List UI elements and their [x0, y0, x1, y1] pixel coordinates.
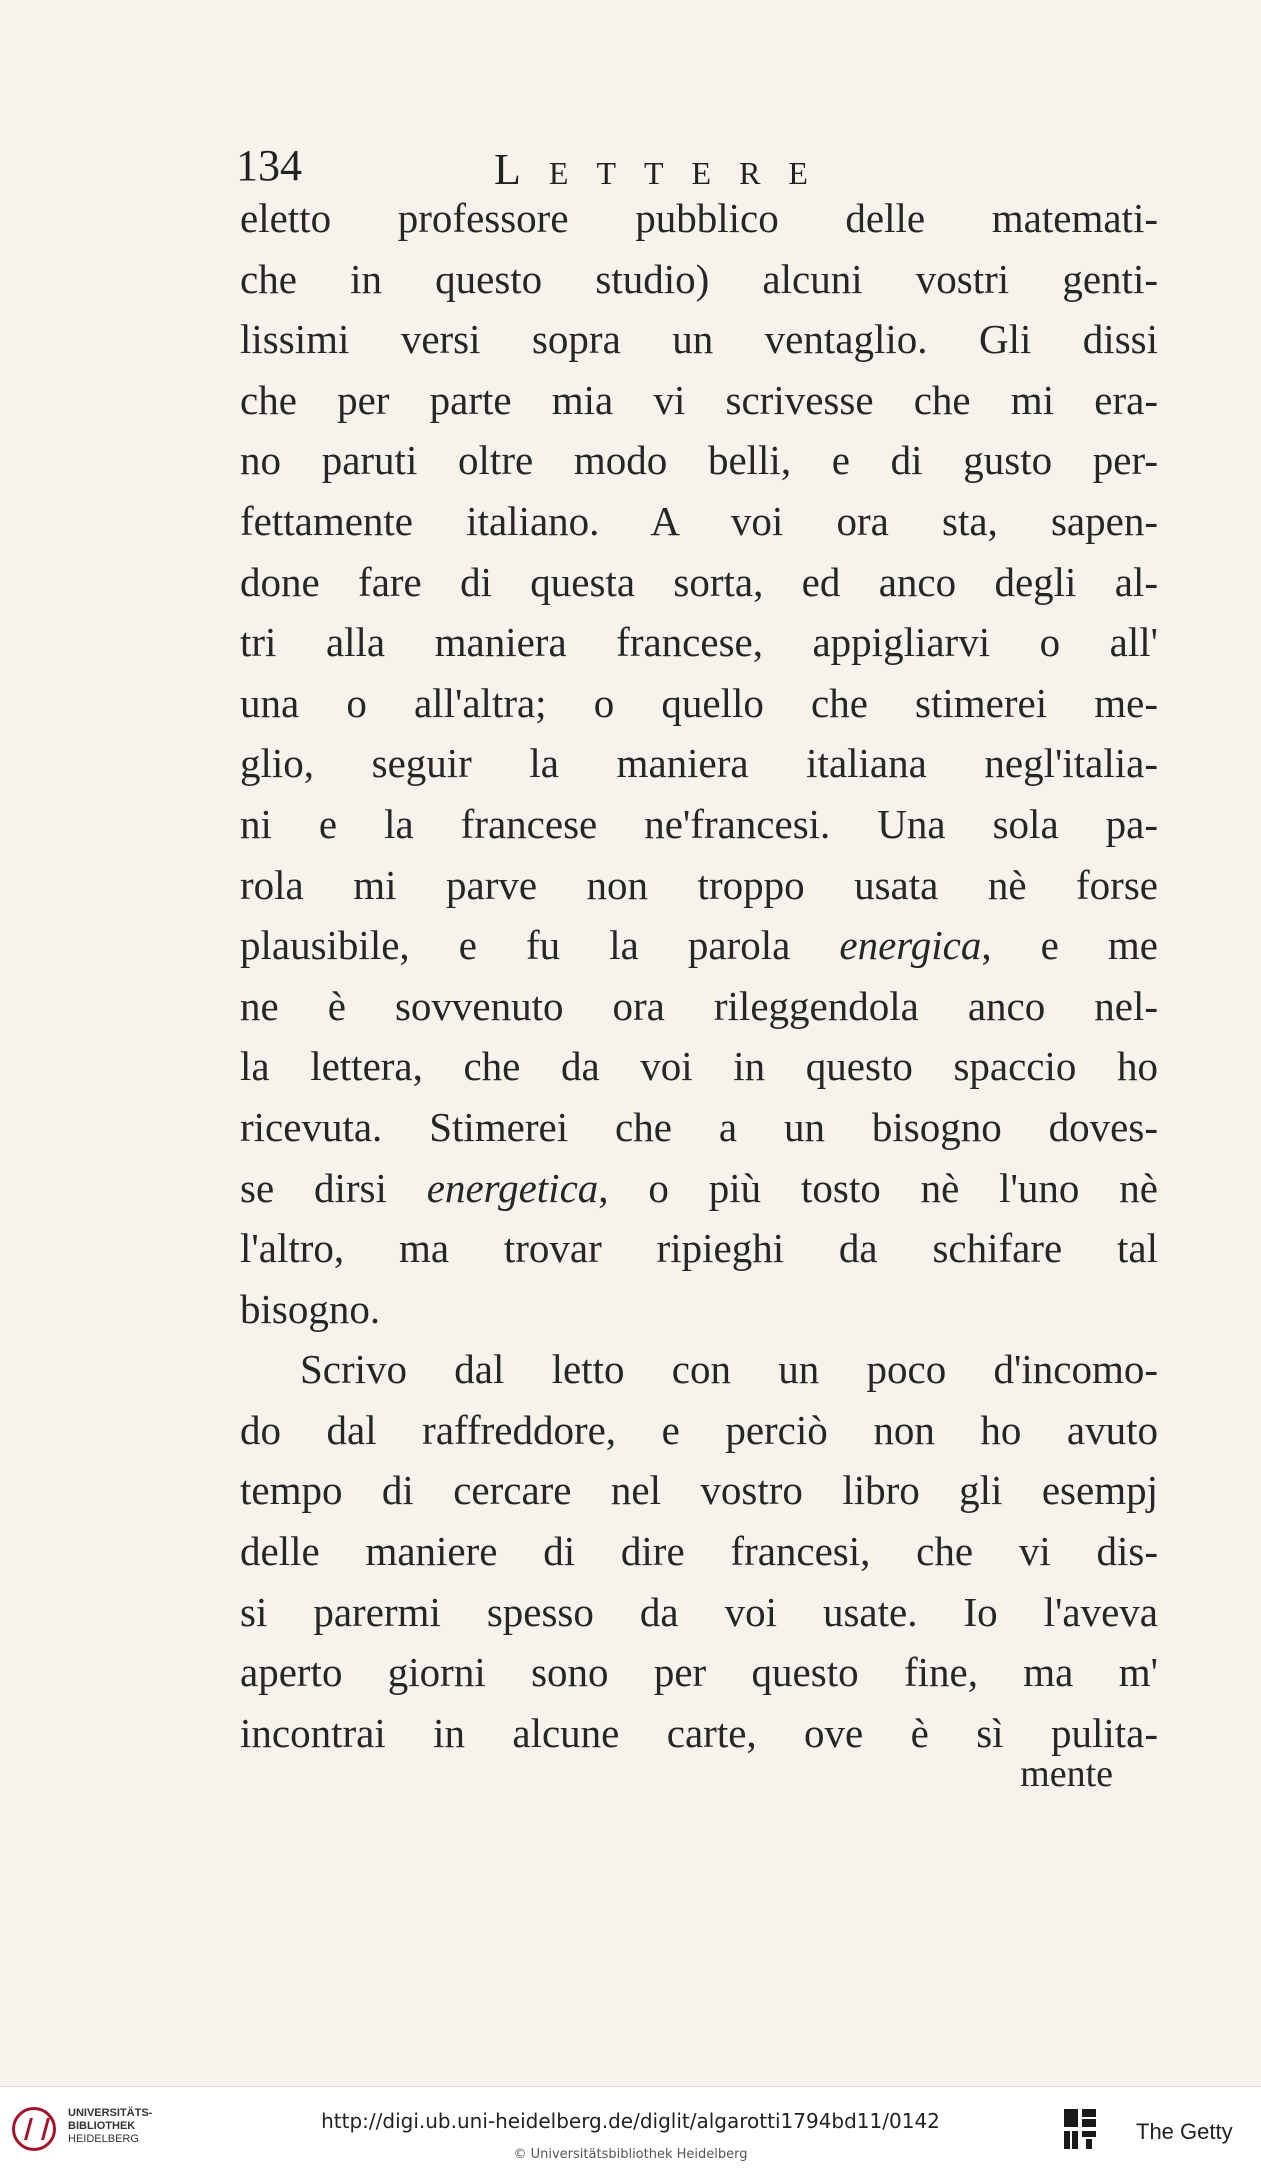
text-line: ni e la francese ne'francesi. Una sola pa-	[240, 800, 1158, 847]
getty-logo-icon[interactable]	[1062, 2107, 1098, 2151]
page-number: 134	[236, 141, 302, 190]
text-line: incontrai in alcune carte, ove è sì pulita-	[240, 1709, 1158, 1756]
running-title-rest: ETTERE	[548, 155, 836, 191]
library-name-line: BIBLIOTHEK	[68, 2120, 136, 2132]
body-text	[240, 188, 1158, 1763]
text-line: eletto professore pubblico delle matemati-	[240, 195, 1158, 241]
text-line: aperto giorni sono per questo fine, ma m'	[240, 1649, 1158, 1696]
text-segment: se dirsi	[240, 1164, 427, 1211]
italic-word: energica	[839, 922, 982, 969]
text-segment: , e me	[981, 922, 1159, 969]
catchword: mente	[1020, 1753, 1113, 1795]
text-line: che in questo studio) alcuni vostri genti-	[240, 255, 1158, 302]
text-line: che per parte mia vi scrivesse che mi era-	[240, 376, 1158, 423]
paragraph-start-line: Scrivo dal letto con un poco d'incomo-	[300, 1346, 1158, 1393]
text-line: l'altro, ma trovar ripieghi da schifare tal	[240, 1225, 1158, 1272]
text-line: done fare di questa sorta, ed anco degli al-	[240, 558, 1158, 605]
text-line: delle maniere di dire francesi, che vi dis-	[240, 1528, 1158, 1575]
text-segment: plausibile, e fu la parola	[240, 922, 840, 969]
permalink-url[interactable]: http://digi.ub.uni-heidelberg.de/diglit/algarotti1794bd11/0142	[321, 2109, 940, 2133]
footer-bar	[0, 2086, 1261, 2177]
library-name-line: UNIVERSITÄTS-	[68, 2107, 153, 2119]
text-line: ricevuta. Stimerei che a un bisogno doves-	[240, 1103, 1158, 1150]
text-line: si parermi spesso da voi usate. Io l'aveva	[240, 1588, 1158, 1635]
text-line: tri alla maniera francese, appigliarvi o all'	[240, 619, 1158, 666]
text-line: una o all'altra; o quello che stimerei me-	[240, 679, 1158, 726]
text-segment: , o più tosto nè l'uno nè	[598, 1164, 1158, 1211]
text-line: lissimi versi sopra un ventaglio. Gli dissi	[240, 316, 1158, 363]
text-line: tempo di cercare nel vostro libro gli esempj	[240, 1467, 1158, 1514]
text-line: ne è sovvenuto ora rileggendola anco nel-	[240, 982, 1158, 1029]
text-line: do dal raffreddore, e perciò non ho avuto	[240, 1406, 1158, 1453]
running-title-initial: L	[494, 145, 549, 194]
text-line: la lettera, che da voi in questo spaccio ho	[240, 1043, 1158, 1090]
text-line: glio, seguir la maniera italiana negl'italia-	[240, 740, 1158, 787]
copyright-notice: © Universitätsbibliothek Heidelberg	[513, 2147, 748, 2162]
text-line: no paruti oltre modo belli, e di gusto per-	[240, 437, 1158, 484]
text-line	[240, 915, 1158, 976]
text-line: rola mi parve non troppo usata nè forse	[240, 861, 1158, 908]
text-line: fettamente italiano. A voi ora sta, sapen-	[240, 497, 1158, 544]
text-line	[240, 1158, 1158, 1219]
library-name-line: HEIDELBERG	[68, 2133, 139, 2145]
italic-word: energetica	[426, 1164, 599, 1211]
getty-label[interactable]: The Getty	[1136, 2119, 1233, 2144]
text-line: bisogno.	[240, 1285, 381, 1332]
